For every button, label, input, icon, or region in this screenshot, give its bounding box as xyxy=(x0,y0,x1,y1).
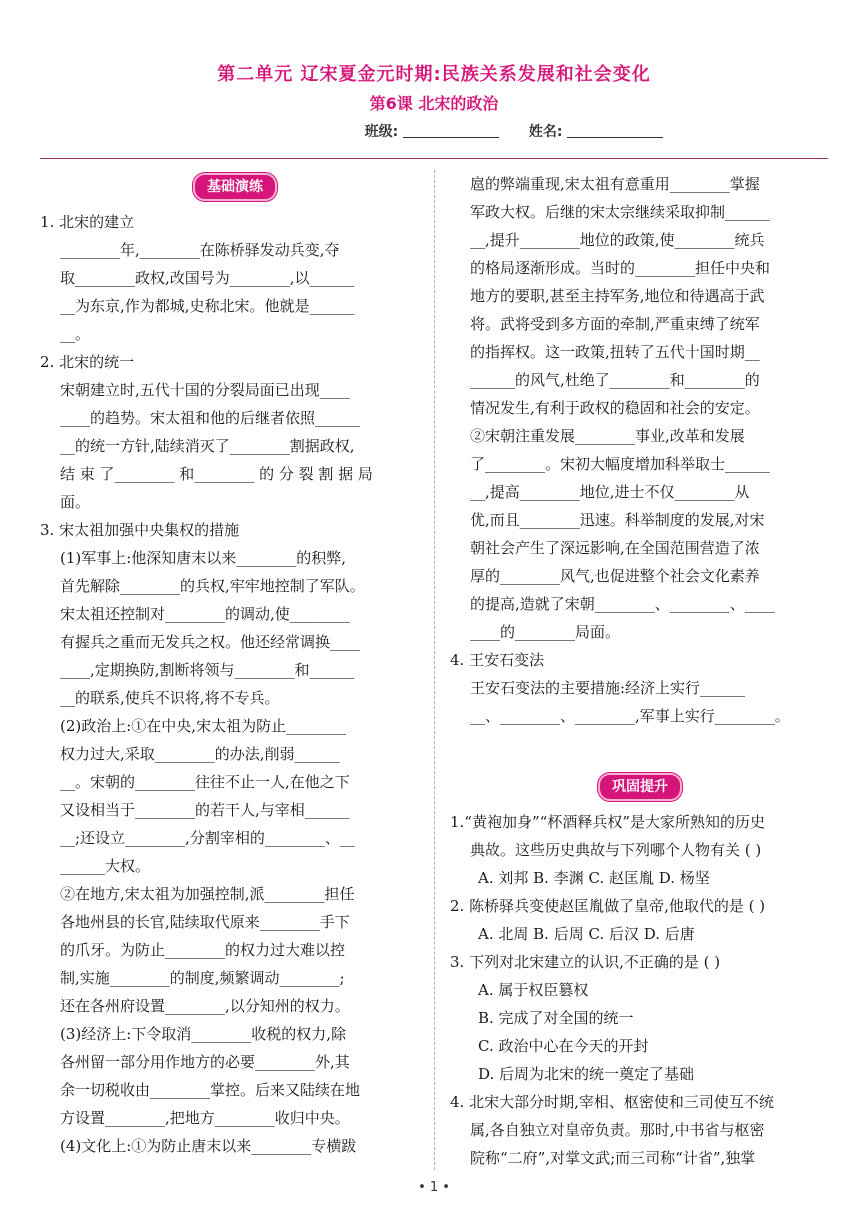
cont-line: 了________。宋初大幅度增加科举取士______ xyxy=(470,455,771,473)
q3-line: 制,实施________的制度,频繁调动________; xyxy=(60,969,345,987)
q3-line: ②在地方,宋太祖为加强控制,派________担任 xyxy=(60,885,355,903)
q3-line: 宋太祖还控制对________的调动,使________ xyxy=(60,605,350,623)
class-label: 班级: xyxy=(364,124,399,140)
q1-line: ________年,________在陈桥驿发动兵变,夺 xyxy=(60,241,340,259)
mc-q1-options[interactable]: A. 刘邦 B. 李渊 C. 赵匡胤 D. 杨坚 xyxy=(478,869,710,887)
cont-line: ______的风气,杜绝了________和________的 xyxy=(470,371,760,389)
mc-q2-options[interactable]: A. 北周 B. 后周 C. 后汉 D. 后唐 xyxy=(478,925,695,943)
q3-line: 有握兵之重而无发兵之权。他还经常调换____ xyxy=(60,633,361,651)
name-field[interactable] xyxy=(567,121,663,138)
name-label: 姓名: xyxy=(528,124,563,140)
q1-title: 1. 北宋的建立 xyxy=(40,213,135,231)
q3-line: 余一切税收由________掌控。后来又陆续在地 xyxy=(60,1081,361,1099)
class-field[interactable] xyxy=(403,121,499,138)
q3-line: 又设相当于________的若干人,与宰相______ xyxy=(60,801,350,819)
q3-title: 3. 宋太祖加强中央集权的措施 xyxy=(40,521,240,539)
cont-line: 朝社会产生了深远影响,在全国范围营造了浓 xyxy=(470,539,760,557)
cont-line: 的指挥权。这一政策,扭转了五代十国时期__ xyxy=(470,343,760,361)
q3-line: 方设置________,把地方________收归中央。 xyxy=(60,1109,350,1127)
cont-line: ②宋朝注重发展________事业,改革和发展 xyxy=(470,427,745,445)
q3-line: __;还设立________,分割宰相的________、__ xyxy=(60,829,355,847)
mc-q3-option[interactable]: C. 政治中心在今天的开封 xyxy=(478,1037,649,1055)
q3-line: (2)政治上:①在中央,宋太祖为防止________ xyxy=(60,717,347,735)
mc-q4-stem: 属,各自独立对皇帝负责。那时,中书省与枢密 xyxy=(470,1121,765,1139)
cont-line: 厚的________风气,也促进整个社会文化素养 xyxy=(470,567,760,585)
cont-line: 军政大权。后继的宋太宗继续采取抑制______ xyxy=(470,203,771,221)
mc-q2-stem: 2. 陈桥驿兵变使赵匡胤做了皇帝,他取代的是 ( ) xyxy=(450,897,766,915)
cont-line: 的格局逐渐形成。当时的________担任中央和 xyxy=(470,259,771,277)
left-column xyxy=(40,170,430,1160)
q3-line: (3)经济上:下令取消________收税的权力,除 xyxy=(60,1025,347,1043)
q2-title: 2. 北宋的统一 xyxy=(40,353,135,371)
q3-line: ______大权。 xyxy=(60,857,151,875)
mc-q1-stem: 典故。这些历史典故与下列哪个人物有关 ( ) xyxy=(470,841,762,859)
q4-line: 王安石变法的主要措施:经济上实行______ xyxy=(470,679,746,697)
q2-line: 宋朝建立时,五代十国的分裂局面已出现____ xyxy=(60,381,350,399)
mc-q3-option[interactable]: A. 属于权臣篡权 xyxy=(478,981,589,999)
cont-line: ____的________局面。 xyxy=(470,623,621,641)
q3-line: __的联系,使兵不识将,将不专兵。 xyxy=(60,689,280,707)
page-header xyxy=(0,60,868,146)
q3-line: 还在各州府设置________,以分知州的权力。 xyxy=(60,997,350,1015)
q3-line: 各地州县的长官,陆续取代原来________手下 xyxy=(60,913,350,931)
unit-title: 第二单元 辽宋夏金元时期:民族关系发展和社会变化 xyxy=(217,64,651,85)
mc-q3-stem: 3. 下列对北宋建立的认识,不正确的是 ( ) xyxy=(450,953,721,971)
q3-line: (1)军事上:他深知唐末以来________的积弊, xyxy=(60,549,347,567)
header-divider xyxy=(40,158,828,159)
mc-q3-option[interactable]: B. 完成了对全国的统一 xyxy=(478,1009,634,1027)
q3-line: __。宋朝的________往往不止一人,在他之下 xyxy=(60,773,350,791)
mc-q4-stem: 院称“二府”,对掌文武;而三司称“计省”,独掌 xyxy=(470,1149,756,1167)
mc-q1-stem: 1.“黄袍加身”“杯酒释兵权”是大家所熟知的历史 xyxy=(450,813,765,831)
q2-line: 结 束 了________ 和________ 的 分 裂 割 据 局 xyxy=(60,465,373,483)
q2-line: __的统一方针,陆续消灭了________割据政权, xyxy=(60,437,355,455)
page-number: • 1 • xyxy=(418,1180,450,1195)
section-badge-advanced: 巩固提升 xyxy=(598,773,682,801)
column-separator xyxy=(434,170,435,1170)
cont-line: 的提高,造就了宋朝________、________、____ xyxy=(470,595,775,613)
cont-line: 地方的要职,甚至主持军务,地位和待遇高于武 xyxy=(470,287,765,305)
q1-line: __为东京,作为都城,史称北宋。他就是______ xyxy=(60,297,355,315)
right-column xyxy=(450,170,830,1172)
cont-line: __,提升________地位的政策,使________统兵 xyxy=(470,231,765,249)
q1-line: 取________政权,改国号为________,以______ xyxy=(60,269,355,287)
mc-q4-stem: 4. 北宋大部分时期,宰相、枢密使和三司使互不统 xyxy=(450,1093,774,1111)
q2-line: 面。 xyxy=(60,493,91,511)
q3-line: 权力过大,采取________的办法,削弱______ xyxy=(60,745,340,763)
q3-line: 各州留一部分用作地方的必要________外,其 xyxy=(60,1053,350,1071)
student-info xyxy=(160,118,868,146)
q1-line: __。 xyxy=(60,325,91,343)
cont-line: __,提高________地位,进士不仅________从 xyxy=(470,483,750,501)
lesson-title: 第6课 北宋的政治 xyxy=(369,94,499,113)
cont-line: 优,而且________迅速。科举制度的发展,对宋 xyxy=(470,511,765,529)
q3-line: ____,定期换防,割断将领与________和______ xyxy=(60,661,355,679)
q3-line: 首先解除________的兵权,牢牢地控制了军队。 xyxy=(60,577,365,595)
section-badge-basic: 基础演练 xyxy=(193,173,277,201)
q4-title: 4. 王安石变法 xyxy=(450,651,545,669)
q2-line: ____的趋势。宋太祖和他的后继者依照______ xyxy=(60,409,361,427)
q3-line: 的爪牙。为防止________的权力过大难以控 xyxy=(60,941,346,959)
cont-line: 扈的弊端重现,宋太祖有意重用________掌握 xyxy=(470,175,760,193)
q4-line: __、________、________,军事上实行________。 xyxy=(470,707,790,725)
q3-line: (4)文化上:①为防止唐末以来________专横跋 xyxy=(60,1137,357,1155)
mc-q3-option[interactable]: D. 后周为北宋的统一奠定了基础 xyxy=(478,1065,695,1083)
cont-line: 情况发生,有利于政权的稳固和社会的安定。 xyxy=(470,399,760,417)
cont-line: 将。武将受到多方面的牵制,严重束缚了统军 xyxy=(470,315,760,333)
